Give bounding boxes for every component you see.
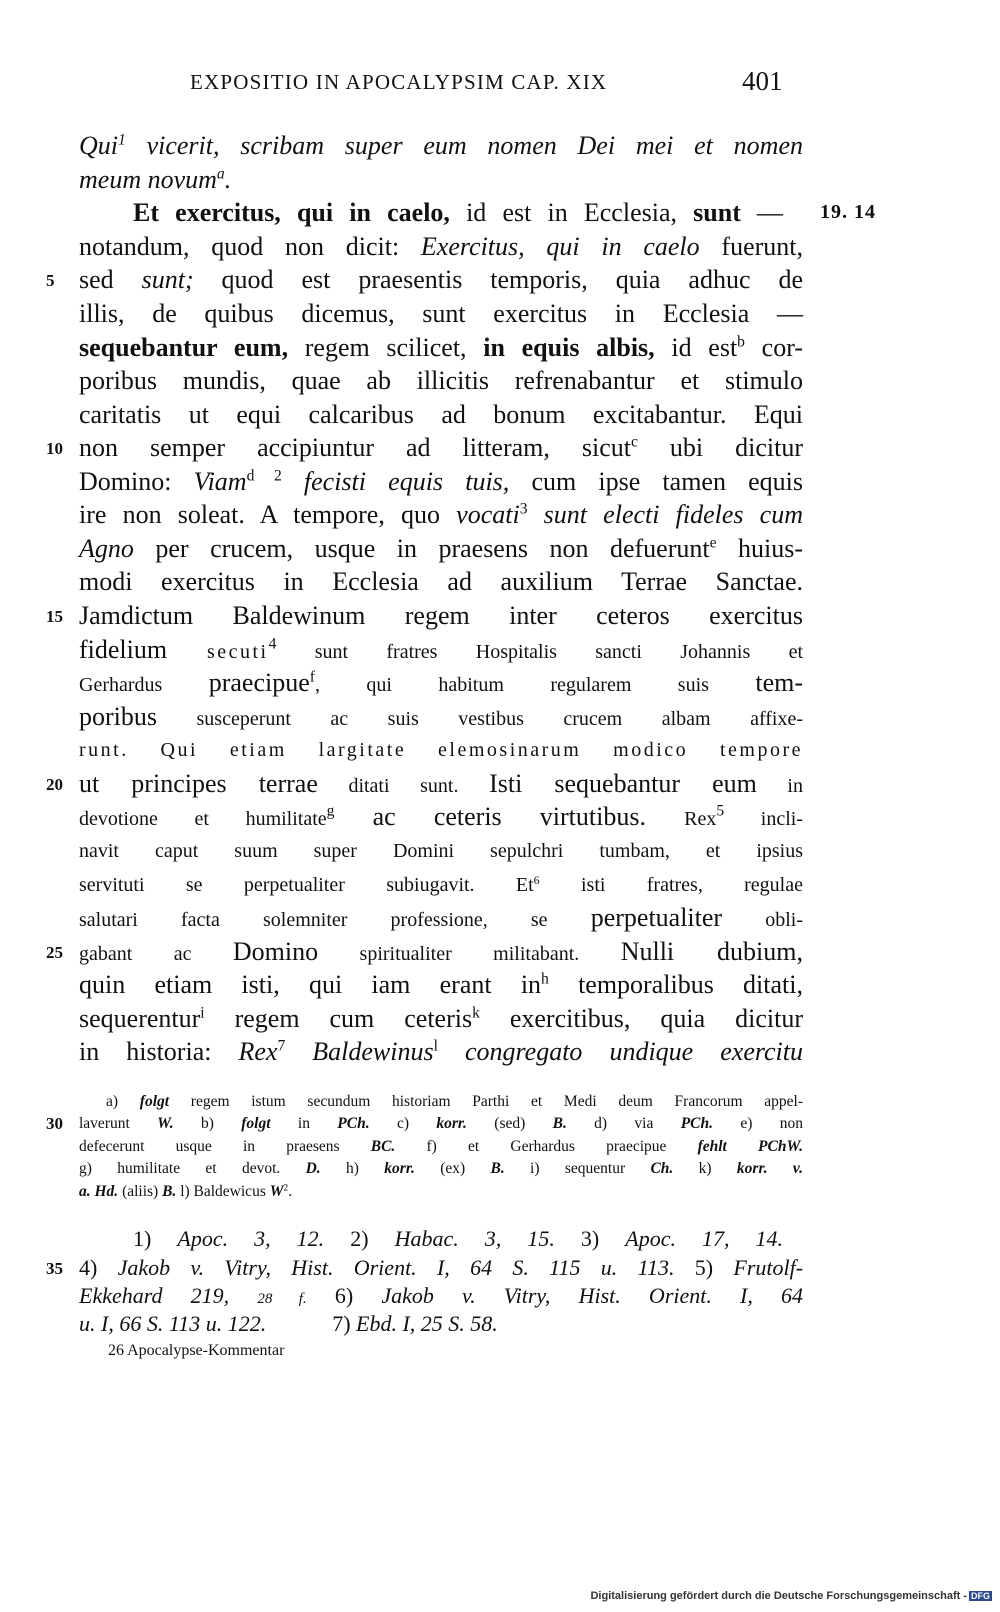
text-line-26: quin etiam isti, qui iam erant $in^h$ temporalibus ditati, xyxy=(79,970,803,999)
text-line-18: poribus susceperunt ac suis vestibus crucem albam affixe- xyxy=(79,702,803,731)
text-line-10: non semper accipiuntur ad litteram, sicut$^c$ ubi dicitur xyxy=(79,433,804,462)
text-line-16: fidelium secuti$^4$ sunt fratres Hospitalis sancti Johannis et xyxy=(79,635,803,664)
text-line-1: Qui$^1$ vicerit, scribam super eum nomen Dei mei et nomen xyxy=(79,131,803,160)
signature-mark: 26 Apocalypse-Kommentar xyxy=(108,1342,285,1359)
text-line-28: in historia: Rex$^7$ Baldewinus$^l$ congregato undique exercitu xyxy=(79,1037,803,1066)
footnote-line-1: 1) Apoc. 3, 12. 2) Habac. 3, 15. 3) Apoc. 17, 14. xyxy=(133,1226,784,1251)
text-line-15: Jamdictum Baldewinum regem inter ceteros exercitus xyxy=(79,601,803,630)
text-line-2: meum novum$^a$. xyxy=(79,165,232,194)
text-line-22: navit caput suum super Domini sepulchri tumbam, et ipsius xyxy=(79,840,803,862)
text-line-14: modi exercitus in Ecclesia ad auxilium Terrae Sanctae. xyxy=(79,567,803,596)
text-line-23: servituti se perpetualiter subiugavit. Et$^6$ isti fratres, regulae xyxy=(79,872,803,896)
line-number: 20 xyxy=(46,775,63,794)
apparatus-line-4: g) humilitate et devot. D. h) korr. (ex) B. i) sequentur Ch. k) korr. v. xyxy=(79,1160,804,1177)
line-number: 35 xyxy=(46,1259,63,1278)
line-number: 15 xyxy=(46,607,63,626)
text-line-5: sed sunt; quod est praesentis temporis, quia adhuc de xyxy=(79,265,803,294)
verse-reference: 19. 14 xyxy=(820,201,876,223)
text-line-9: caritatis ut equi calcaribus ad bonum excitabantur. Equi xyxy=(79,400,803,429)
dfg-logo: DFG xyxy=(971,1591,990,1601)
footnote-line-2: 4) Jakob v. Vitry, Hist. Orient. I, 64 S. 115 u. 113. 5) Frutolf- xyxy=(79,1255,804,1280)
apparatus-line-1: a) folgt regem istum secundum historiam Parthi et Medi deum Francorum appel- xyxy=(106,1093,803,1110)
footnote-line-4: u. I, 66 S. 113 u. 122. 7) Ebd. I, 25 S. 58. xyxy=(79,1311,498,1336)
text-line-6: illis, de quibus dicemus, sunt exercitus in Ecclesia — xyxy=(79,299,803,328)
text-line-24: salutari facta solemniter professione, se perpetualiter obli- xyxy=(79,903,803,932)
text-line-20: ut principes terrae ditati sunt. Isti sequebantur eum in xyxy=(79,769,803,798)
text-line-12: ire non soleat. A tempore, quo vocati$^3$ sunt electi fideles cum xyxy=(79,500,803,529)
line-number: 25 xyxy=(46,943,63,962)
page-number: 401 xyxy=(742,66,783,96)
apparatus-line-5: a. Hd. (aliis) B. l) Baldewicus $W^2$. xyxy=(79,1183,293,1200)
running-head: EXPOSITIO IN APOCALYPSIM CAP. XIX xyxy=(190,70,608,94)
apparatus-line-3: defecerunt usque in praesens BC. f) et Gerhardus praecipue fehlt PChW. xyxy=(79,1138,803,1155)
apparatus-line-2: laverunt W. b) folgt in PCh. c) korr. (sed) B. d) via PCh. e) non xyxy=(79,1115,803,1132)
line-number: 5 xyxy=(46,271,55,290)
text-line-11: Domino: Viam$^{d 2}$ fecisti equis tuis, cum ipse tamen equis xyxy=(79,467,804,496)
text-line-8: poribus mundis, quae ab illicitis refrenabantur et stimulo xyxy=(79,366,803,395)
text-line-17: Gerhardus praecipue$^f$, qui habitum regularem suis tem- xyxy=(79,668,803,697)
line-number: 10 xyxy=(46,439,63,458)
text-line-25: gabant ac Domino spiritualiter militabant. Nulli dubium, xyxy=(79,937,803,966)
line-number: 30 xyxy=(46,1114,63,1133)
text-line-4: notandum, quod non dicit: Exercitus, qui in caelo fuerunt, xyxy=(79,232,803,261)
text-line-27: sequerentur$^i$ regem cum ceteris$^k$ exercitibus, quia dicitur xyxy=(79,1004,803,1033)
footnote-line-3: Ekkehard 219, 28 f. 6) Jakob v. Vitry, Hist. Orient. I, 64 xyxy=(79,1283,804,1308)
digitization-credit: Digitalisierung gefördert durch die Deutsche Forschungsgemeinschaft - DFG xyxy=(590,1590,990,1602)
text-line-19: runt. Qui etiam largitate elemosinarum modico tempore xyxy=(79,739,803,761)
text-line-13: Agno per crucem, usque in praesens non defuerunt$^e$ huius- xyxy=(79,534,804,563)
text-line-21: devotione et humilitate$^g$ ac ceteris virtutibus. Rex$^5$ incli- xyxy=(79,802,803,831)
text-line-7: sequebantur eum, regem scilicet, in equis albis, id est$^b$ cor- xyxy=(79,333,803,362)
text-line-3: Et exercitus, qui in caelo, id est in Ecclesia, sunt — xyxy=(133,198,784,227)
